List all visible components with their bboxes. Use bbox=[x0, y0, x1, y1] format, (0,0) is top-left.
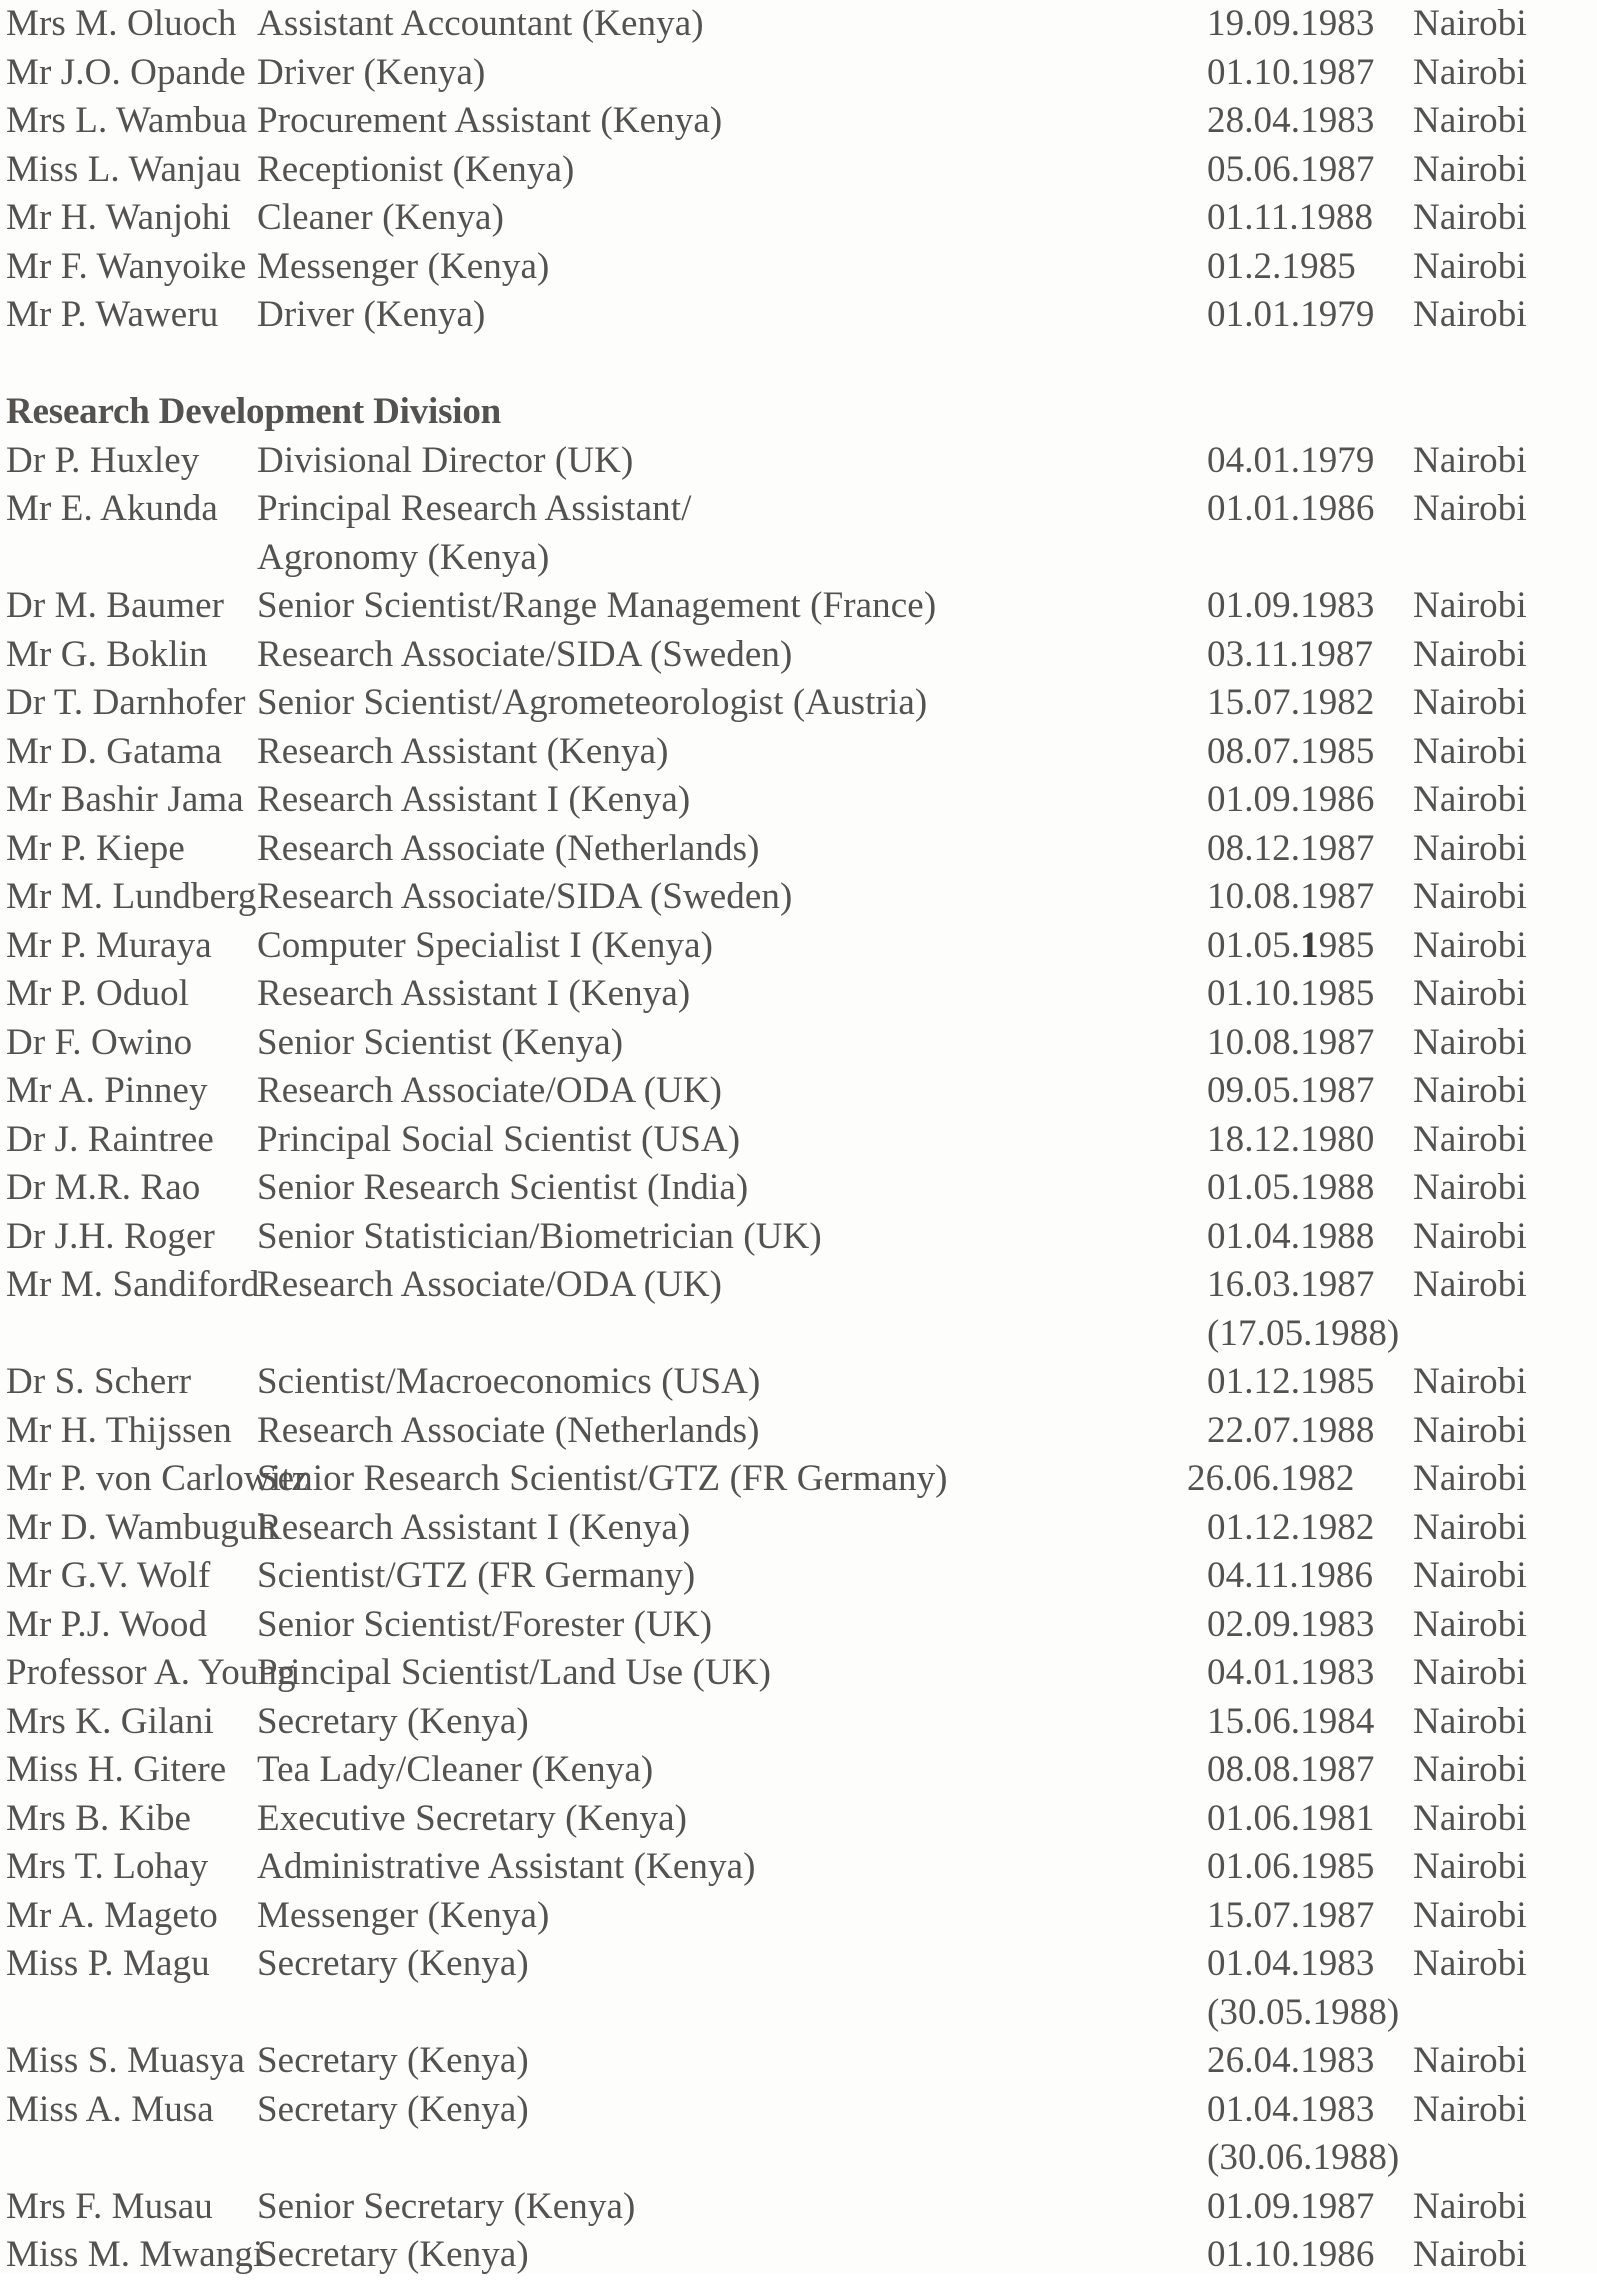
staff-duty-station: Nairobi bbox=[1413, 3, 1527, 44]
table-row bbox=[0, 1552, 1597, 1601]
table-row bbox=[0, 2086, 1597, 2135]
staff-position: Procurement Assistant (Kenya) bbox=[257, 100, 723, 141]
staff-name: Dr P. Huxley bbox=[6, 439, 200, 481]
table-row bbox=[0, 194, 1597, 243]
staff-duty-station: Nairobi bbox=[1413, 876, 1527, 917]
staff-date: 19.09.1983 bbox=[1207, 3, 1375, 44]
staff-name: Mr D. Gatama bbox=[6, 730, 222, 772]
staff-duty-station: Nairobi bbox=[1413, 1652, 1527, 1693]
staff-date: 01.01.1986 bbox=[1207, 488, 1375, 529]
staff-position: Research Associate/SIDA (Sweden) bbox=[257, 876, 793, 917]
staff-position: Research Associate/SIDA (Sweden) bbox=[257, 633, 793, 675]
staff-position: Research Assistant (Kenya) bbox=[257, 730, 669, 772]
table-row bbox=[0, 1795, 1597, 1844]
staff-duty-station: Nairobi bbox=[1413, 1555, 1527, 1596]
staff-position: Research Associate (Netherlands) bbox=[257, 1409, 760, 1451]
table-row bbox=[0, 873, 1597, 922]
staff-position: Messenger (Kenya) bbox=[257, 245, 550, 287]
staff-duty-station: Nairobi bbox=[1413, 51, 1527, 93]
section-heading: Research Development Division bbox=[6, 391, 502, 432]
staff-date: 02.09.1983 bbox=[1207, 1603, 1375, 1645]
table-row bbox=[0, 1601, 1597, 1650]
staff-duty-station: Nairobi bbox=[1413, 1506, 1527, 1548]
staff-position: Senior Research Scientist (India) bbox=[257, 1167, 749, 1208]
staff-date: 01.05.1985 bbox=[1207, 924, 1375, 966]
staff-name: Mr M. Sandiford bbox=[6, 1264, 260, 1305]
staff-duty-station: Nairobi bbox=[1413, 1846, 1527, 1887]
staff-position: Secretary (Kenya) bbox=[257, 2088, 529, 2130]
staff-position: Cleaner (Kenya) bbox=[257, 197, 505, 238]
staff-date: 15.07.1982 bbox=[1207, 682, 1375, 723]
staff-duty-station: Nairobi bbox=[1413, 633, 1527, 675]
staff-date: 10.08.1987 bbox=[1207, 876, 1375, 917]
staff-position: Senior Secretary (Kenya) bbox=[257, 2185, 636, 2227]
staff-name: Dr M. Baumer bbox=[6, 585, 225, 626]
staff-date: 26.04.1983 bbox=[1207, 2040, 1375, 2081]
staff-date: 08.08.1987 bbox=[1207, 1749, 1375, 1790]
staff-position: Senior Scientist (Kenya) bbox=[257, 1021, 624, 1063]
staff-name: Dr J.H. Roger bbox=[6, 1215, 215, 1257]
staff-date: 01.09.1986 bbox=[1207, 779, 1375, 820]
table-row bbox=[0, 2037, 1597, 2086]
staff-date: 01.04.1983 bbox=[1207, 1943, 1375, 1984]
staff-date: 10.08.1987 bbox=[1207, 1021, 1375, 1063]
staff-date: 16.03.1987 bbox=[1207, 1264, 1375, 1305]
staff-duty-station: Nairobi bbox=[1413, 973, 1527, 1014]
table-row bbox=[0, 776, 1597, 825]
table-row bbox=[0, 728, 1597, 777]
staff-position: Senior Scientist/Forester (UK) bbox=[257, 1603, 713, 1645]
staff-position: Agronomy (Kenya) bbox=[257, 536, 550, 578]
staff-position: Computer Specialist I (Kenya) bbox=[257, 924, 714, 966]
staff-position: Research Associate (Netherlands) bbox=[257, 827, 760, 869]
table-row bbox=[0, 146, 1597, 195]
staff-date: 08.07.1985 bbox=[1207, 730, 1375, 772]
staff-position: Research Assistant I (Kenya) bbox=[257, 779, 691, 820]
staff-name: Mr P.J. Wood bbox=[6, 1603, 208, 1645]
table-row bbox=[0, 1261, 1597, 1310]
table-row bbox=[0, 243, 1597, 292]
staff-name: Dr J. Raintree bbox=[6, 1118, 214, 1160]
staff-name: Mr P. Oduol bbox=[6, 973, 190, 1014]
staff-duty-station: Nairobi bbox=[1413, 148, 1527, 190]
staff-date: 03.11.1987 bbox=[1207, 633, 1374, 675]
staff-duty-station: Nairobi bbox=[1413, 2040, 1527, 2081]
staff-name: Miss L. Wanjau bbox=[6, 148, 242, 190]
table-row-date-continuation bbox=[0, 1310, 1597, 1359]
staff-position: Divisional Director (UK) bbox=[257, 439, 634, 481]
staff-name: Mrs F. Musau bbox=[6, 2185, 213, 2227]
staff-duty-station: Nairobi bbox=[1413, 2185, 1527, 2227]
table-row bbox=[0, 2231, 1597, 2280]
staff-date: 04.01.1979 bbox=[1207, 439, 1375, 481]
staff-position: Principal Scientist/Land Use (UK) bbox=[257, 1652, 772, 1693]
staff-position: Scientist/GTZ (FR Germany) bbox=[257, 1555, 696, 1596]
staff-name: Dr T. Darnhofer bbox=[6, 682, 246, 723]
staff-name: Miss H. Gitere bbox=[6, 1749, 227, 1790]
table-row bbox=[0, 1940, 1597, 1989]
staff-date: 01.2.1985 bbox=[1207, 245, 1356, 287]
staff-position: Secretary (Kenya) bbox=[257, 1943, 529, 1984]
staff-name: Mrs L. Wambua bbox=[6, 100, 248, 141]
table-row bbox=[0, 485, 1597, 534]
staff-date: 05.06.1987 bbox=[1207, 148, 1375, 190]
staff-date: 01.12.1982 bbox=[1207, 1506, 1375, 1548]
staff-position: Secretary (Kenya) bbox=[257, 2234, 529, 2275]
staff-name: Mr F. Wanyoike bbox=[6, 245, 247, 287]
staff-date: 01.10.1986 bbox=[1207, 2234, 1375, 2275]
table-row bbox=[0, 0, 1597, 49]
staff-duty-station: Nairobi bbox=[1413, 1749, 1527, 1790]
staff-duty-station: Nairobi bbox=[1413, 1409, 1527, 1451]
staff-name: Mr J.O. Opande bbox=[6, 51, 246, 93]
staff-duty-station: Nairobi bbox=[1413, 197, 1527, 238]
staff-name: Mr A. Mageto bbox=[6, 1894, 218, 1936]
staff-date: 15.07.1987 bbox=[1207, 1894, 1375, 1936]
staff-date: 04.01.1983 bbox=[1207, 1652, 1375, 1693]
table-row bbox=[0, 1019, 1597, 1068]
table-row bbox=[0, 1213, 1597, 1262]
staff-position: Administrative Assistant (Kenya) bbox=[257, 1846, 756, 1887]
table-row bbox=[0, 1116, 1597, 1165]
staff-duty-station: Nairobi bbox=[1413, 1894, 1527, 1936]
staff-name: Mr P. Muraya bbox=[6, 924, 212, 966]
staff-date: 01.04.1988 bbox=[1207, 1215, 1375, 1257]
staff-position: Senior Statistician/Biometrician (UK) bbox=[257, 1215, 822, 1257]
staff-date: 01.10.1987 bbox=[1207, 51, 1375, 93]
staff-duty-station: Nairobi bbox=[1413, 1264, 1527, 1305]
staff-name: Miss M. Mwangi bbox=[6, 2234, 264, 2275]
staff-name: Mr G. Boklin bbox=[6, 633, 208, 675]
staff-position: Driver (Kenya) bbox=[257, 51, 486, 93]
staff-position: Principal Social Scientist (USA) bbox=[257, 1118, 741, 1160]
staff-position: Tea Lady/Cleaner (Kenya) bbox=[257, 1749, 654, 1790]
staff-position: Secretary (Kenya) bbox=[257, 1700, 529, 1742]
staff-name: Mrs K. Gilani bbox=[6, 1700, 214, 1742]
table-row-date-continuation bbox=[0, 1989, 1597, 2038]
table-row bbox=[0, 970, 1597, 1019]
table-row bbox=[0, 1407, 1597, 1456]
staff-date: 04.11.1986 bbox=[1207, 1555, 1374, 1596]
staff-duty-station: Nairobi bbox=[1413, 1167, 1527, 1208]
staff-position: Principal Research Assistant/ bbox=[257, 488, 692, 529]
staff-date: 26.06.1982 bbox=[1187, 1458, 1355, 1499]
staff-position: Senior Scientist/Agrometeorologist (Austria) bbox=[257, 682, 928, 723]
staff-date: (30.05.1988) bbox=[1207, 1991, 1400, 2033]
staff-date: 18.12.1980 bbox=[1207, 1118, 1375, 1160]
table-row bbox=[0, 1746, 1597, 1795]
staff-duty-station: Nairobi bbox=[1413, 1215, 1527, 1257]
staff-duty-station: Nairobi bbox=[1413, 1070, 1527, 1111]
staff-name: Miss A. Musa bbox=[6, 2088, 214, 2130]
staff-position: Research Associate/ODA (UK) bbox=[257, 1264, 723, 1305]
staff-date: 08.12.1987 bbox=[1207, 827, 1375, 869]
staff-name: Mr H. Thijssen bbox=[6, 1409, 232, 1451]
staff-date: 22.07.1988 bbox=[1207, 1409, 1375, 1451]
table-row bbox=[0, 1067, 1597, 1116]
staff-duty-station: Nairobi bbox=[1413, 1943, 1527, 1984]
staff-duty-station: Nairobi bbox=[1413, 1603, 1527, 1645]
staff-date: 01.05.1988 bbox=[1207, 1167, 1375, 1208]
staff-duty-station: Nairobi bbox=[1413, 730, 1527, 772]
table-row bbox=[0, 2183, 1597, 2232]
staff-date: 28.04.1983 bbox=[1207, 100, 1375, 141]
table-row-continuation bbox=[0, 534, 1597, 583]
staff-duty-station: Nairobi bbox=[1413, 294, 1527, 335]
staff-name: Mr M. Lundberg bbox=[6, 876, 257, 917]
staff-position: Driver (Kenya) bbox=[257, 294, 486, 335]
table-row bbox=[0, 922, 1597, 971]
staff-duty-station: Nairobi bbox=[1413, 1700, 1527, 1742]
staff-duty-station: Nairobi bbox=[1413, 1118, 1527, 1160]
table-row bbox=[0, 291, 1597, 340]
staff-name: Mr P. Waweru bbox=[6, 294, 219, 335]
staff-date: 01.11.1988 bbox=[1207, 197, 1374, 238]
staff-duty-station: Nairobi bbox=[1413, 1458, 1527, 1499]
table-row bbox=[0, 97, 1597, 146]
staff-name: Miss S. Muasya bbox=[6, 2040, 245, 2081]
staff-position: Senior Research Scientist/GTZ (FR Germany) bbox=[257, 1458, 948, 1499]
staff-name: Mr Bashir Jama bbox=[6, 779, 244, 820]
ink-artifact-glyph: 1 bbox=[1300, 924, 1319, 966]
staff-date: 01.10.1985 bbox=[1207, 973, 1375, 1014]
staff-name: Mr A. Pinney bbox=[6, 1070, 208, 1111]
staff-name: Mrs T. Lohay bbox=[6, 1846, 209, 1887]
staff-date: 01.09.1983 bbox=[1207, 585, 1375, 626]
table-row bbox=[0, 825, 1597, 874]
staff-duty-station: Nairobi bbox=[1413, 2234, 1527, 2275]
table-row bbox=[0, 582, 1597, 631]
staff-date: 15.06.1984 bbox=[1207, 1700, 1375, 1742]
staff-name: Professor A. Young bbox=[6, 1652, 296, 1693]
staff-name: Mrs B. Kibe bbox=[6, 1797, 192, 1839]
table-row-date-continuation bbox=[0, 2134, 1597, 2183]
staff-position: Executive Secretary (Kenya) bbox=[257, 1797, 688, 1839]
staff-name: Mrs M. Oluoch bbox=[6, 3, 237, 44]
staff-date: (30.06.1988) bbox=[1207, 2137, 1400, 2178]
table-row bbox=[0, 1455, 1597, 1504]
staff-position: Senior Scientist/Range Management (France) bbox=[257, 585, 937, 626]
staff-duty-station: Nairobi bbox=[1413, 779, 1527, 820]
staff-date: 01.04.1983 bbox=[1207, 2088, 1375, 2130]
table-row bbox=[0, 437, 1597, 486]
staff-date: 01.06.1985 bbox=[1207, 1846, 1375, 1887]
staff-name: Mr D. Wambuguh bbox=[6, 1506, 277, 1548]
staff-name: Mr P. Kiepe bbox=[6, 827, 185, 869]
staff-name: Miss P. Magu bbox=[6, 1943, 210, 1984]
staff-position: Research Assistant I (Kenya) bbox=[257, 973, 691, 1014]
staff-name: Dr F. Owino bbox=[6, 1021, 193, 1063]
staff-duty-station: Nairobi bbox=[1413, 100, 1527, 141]
staff-position: Research Associate/ODA (UK) bbox=[257, 1070, 723, 1111]
table-row bbox=[0, 679, 1597, 728]
section-spacer bbox=[0, 340, 1597, 389]
staff-position: Scientist/Macroeconomics (USA) bbox=[257, 1361, 761, 1402]
table-row bbox=[0, 1843, 1597, 1892]
table-row bbox=[0, 1649, 1597, 1698]
staff-name: Dr S. Scherr bbox=[6, 1361, 192, 1402]
staff-date: 01.12.1985 bbox=[1207, 1361, 1375, 1402]
table-row bbox=[0, 1504, 1597, 1553]
staff-position: Secretary (Kenya) bbox=[257, 2040, 529, 2081]
staff-date: 01.01.1979 bbox=[1207, 294, 1375, 335]
staff-duty-station: Nairobi bbox=[1413, 827, 1527, 869]
table-row bbox=[0, 1698, 1597, 1747]
staff-name: Mr P. von Carlowitz bbox=[6, 1458, 309, 1499]
staff-position: Receptionist (Kenya) bbox=[257, 148, 575, 190]
staff-date: (17.05.1988) bbox=[1207, 1312, 1400, 1354]
staff-duty-station: Nairobi bbox=[1413, 1361, 1527, 1402]
staff-position: Assistant Accountant (Kenya) bbox=[257, 3, 704, 44]
table-row bbox=[0, 1892, 1597, 1941]
staff-duty-station: Nairobi bbox=[1413, 585, 1527, 626]
staff-duty-station: Nairobi bbox=[1413, 924, 1527, 966]
staff-duty-station: Nairobi bbox=[1413, 1797, 1527, 1839]
staff-name: Dr M.R. Rao bbox=[6, 1167, 201, 1208]
staff-duty-station: Nairobi bbox=[1413, 488, 1527, 529]
staff-duty-station: Nairobi bbox=[1413, 245, 1527, 287]
staff-date: 01.06.1981 bbox=[1207, 1797, 1375, 1839]
staff-duty-station: Nairobi bbox=[1413, 439, 1527, 481]
table-row bbox=[0, 49, 1597, 98]
staff-date: 09.05.1987 bbox=[1207, 1070, 1375, 1111]
staff-name: Mr G.V. Wolf bbox=[6, 1555, 211, 1596]
staff-duty-station: Nairobi bbox=[1413, 2088, 1527, 2130]
staff-name: Mr E. Akunda bbox=[6, 488, 218, 529]
staff-position: Research Assistant I (Kenya) bbox=[257, 1506, 691, 1548]
table-row bbox=[0, 631, 1597, 680]
table-row bbox=[0, 1358, 1597, 1407]
staff-duty-station: Nairobi bbox=[1413, 1021, 1527, 1063]
staff-date: 01.09.1987 bbox=[1207, 2185, 1375, 2227]
staff-name: Mr H. Wanjohi bbox=[6, 197, 231, 238]
staff-position: Messenger (Kenya) bbox=[257, 1894, 550, 1936]
table-row bbox=[0, 1164, 1597, 1213]
staff-duty-station: Nairobi bbox=[1413, 682, 1527, 723]
